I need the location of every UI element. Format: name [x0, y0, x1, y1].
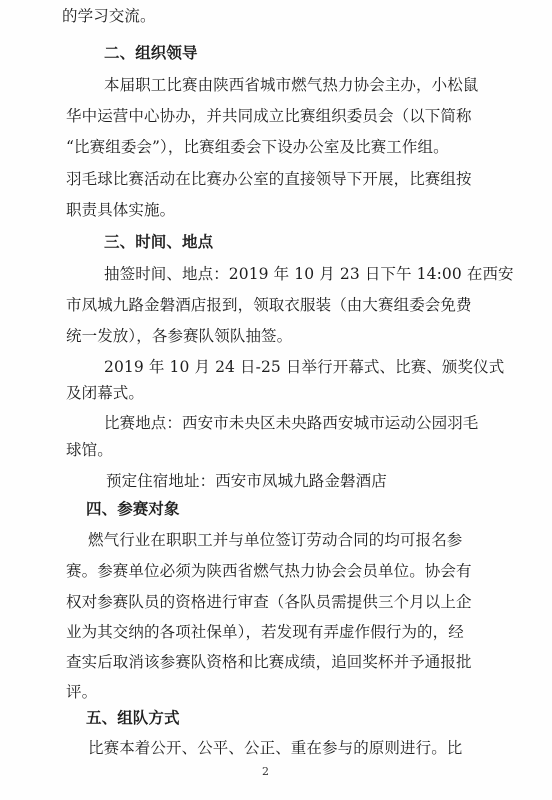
- text-line: 2019 年 10 月 24 日-25 日举行开幕式、比赛、颁奖仪式: [104, 358, 505, 376]
- text-line: 赛。参赛单位必须为陕西省燃气热力协会会员单位。协会有: [66, 562, 472, 580]
- text-line: 比赛本着公开、公平、公正、重在参与的原则进行。比: [88, 739, 463, 757]
- text-line: 职责具体实施。: [66, 201, 176, 219]
- section-heading: 五、组队方式: [86, 708, 180, 727]
- text-line: 及闭幕式。: [66, 384, 145, 402]
- text-line: 权对参赛队员的资格进行审查（各队员需提供三个月以上企: [66, 593, 472, 611]
- text-line: 燃气行业在职职工并与单位签订劳动合同的均可报名参: [88, 531, 463, 549]
- text-line: 球馆。: [66, 441, 113, 459]
- text-line: 评。: [66, 683, 98, 701]
- text-line: 业为其交纳的各项社保单），若发现有弄虚作假行为的，经: [66, 623, 464, 641]
- section-heading: 二、组织领导: [104, 43, 198, 62]
- text-line: “比赛组委会”），比赛组委会下设办公室及比赛工作组。: [66, 138, 449, 156]
- text-line: 比赛地点：西安市未央区未央路西安城市运动公园羽毛: [104, 414, 479, 432]
- page-number: 2: [262, 765, 269, 778]
- text-line: 市凤城九路金磐酒店报到，领取衣服装（由大赛组委会免费: [66, 296, 472, 314]
- text-line: 统一发放），各参赛队领队抽签。: [66, 327, 293, 345]
- text-line: 的学习交流。: [62, 7, 156, 25]
- section-heading: 四、参赛对象: [86, 499, 180, 518]
- section-heading: 三、时间、地点: [104, 232, 214, 251]
- text-line: 本届职工比赛由陕西省城市燃气热力协会主办，小松鼠: [104, 76, 479, 94]
- text-line: 抽签时间、地点：2019 年 10 月 23 日下午 14:00 在西安: [104, 265, 514, 283]
- text-line: 预定住宿地址：西安市凤城九路金磐酒店: [106, 472, 387, 490]
- text-line: 羽毛球比赛活动在比赛办公室的直接领导下开展，比赛组按: [66, 170, 472, 188]
- text-line: 华中运营中心协办，并共同成立比赛组织委员会（以下简称: [66, 107, 472, 125]
- text-line: 查实后取消该参赛队资格和比赛成绩，追回奖杯并予通报批: [66, 653, 472, 671]
